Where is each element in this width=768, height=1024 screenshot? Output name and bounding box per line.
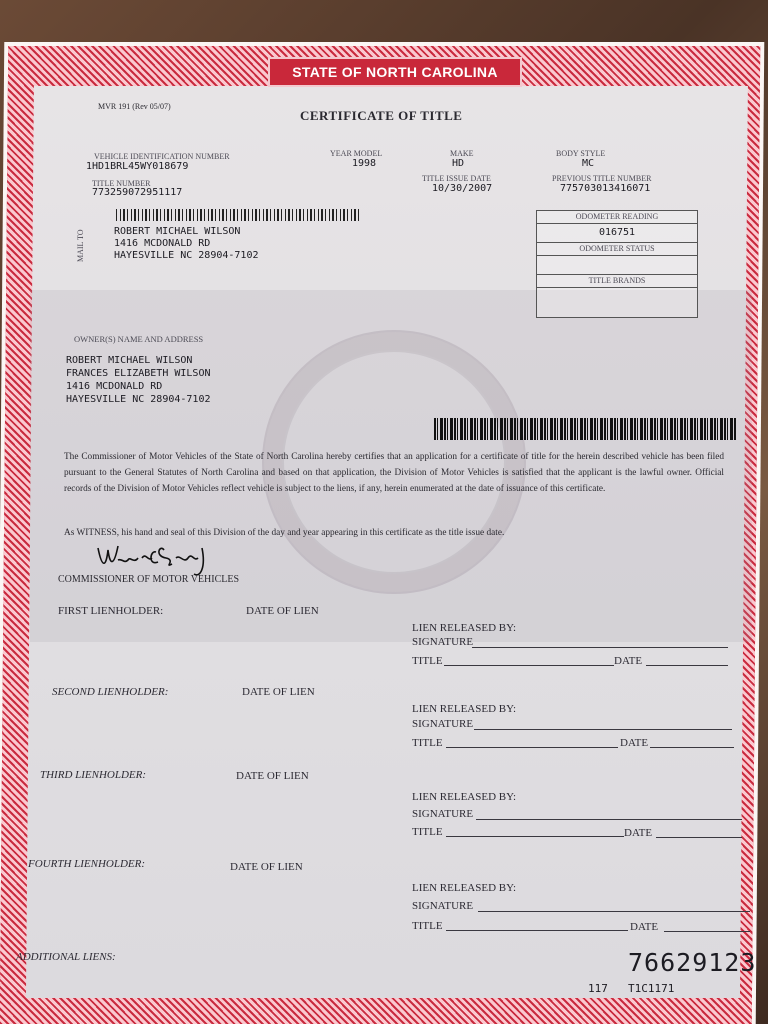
first-date-of-lien-label: DATE OF LIEN	[246, 605, 319, 617]
second-title-line	[446, 747, 618, 748]
first-signature-label: SIGNATURE	[412, 636, 474, 648]
owners-label: OWNER(S) NAME AND ADDRESS	[74, 334, 204, 344]
second-date-line	[650, 747, 734, 748]
third-released-by-label: LIEN RELEASED BY:	[412, 791, 517, 803]
fourth-date-of-lien-label: DATE OF LIEN	[230, 861, 303, 873]
page-title: CERTIFICATE OF TITLE	[300, 108, 463, 123]
owners-address	[66, 354, 211, 406]
mail-to-line: 1416 MCDONALD RD	[114, 238, 211, 249]
owner-line: 1416 MCDONALD RD	[66, 381, 163, 392]
body-value: MC	[582, 158, 595, 169]
witness-text: As WITNESS, his hand and seal of this Division of the day and year appearing in this certificate as the title issue date.	[64, 528, 505, 538]
additional-liens-label: ADDITIONAL LIENS:	[16, 951, 116, 963]
odometer-reading-label: ODOMETER READING	[575, 212, 659, 221]
fourth-released-by-label: LIEN RELEASED BY:	[412, 882, 517, 894]
title-number-label: TITLE NUMBER	[92, 179, 151, 188]
first-date-line	[646, 665, 728, 666]
footer-code-b: T1C1171	[628, 982, 675, 995]
fourth-date-label: DATE	[630, 921, 659, 933]
second-date-of-lien-label: DATE OF LIEN	[242, 686, 315, 698]
prev-title-value: 775703013416071	[560, 183, 651, 194]
first-title-line	[444, 665, 614, 666]
vin-value: 1HD1BRL45WY018679	[86, 161, 189, 172]
odometer-box	[536, 210, 698, 318]
form-id: MVR 191 (Rev 05/07)	[98, 102, 171, 111]
title-barcode	[434, 418, 736, 440]
second-signature-label: SIGNATURE	[412, 718, 474, 730]
mail-to-line: HAYESVILLE NC 28904-7102	[114, 250, 259, 261]
second-lienholder-label: SECOND LIENHOLDER:	[52, 686, 169, 698]
owner-line: FRANCES ELIZABETH WILSON	[66, 368, 211, 379]
serial-number: 76629123	[628, 948, 757, 977]
fourth-signature-label: SIGNATURE	[412, 900, 474, 912]
body-label: BODY STYLE	[556, 149, 606, 158]
year-value: 1998	[352, 158, 377, 169]
footer-code-a: 117	[588, 982, 608, 995]
third-date-line	[656, 837, 742, 838]
certification-text: The Commissioner of Motor Vehicles of the State of North Carolina hereby certifies that an application for a certificate of title for the herein described vehicle has been filed pursuant to the General Statutes of North Carolina and based on that application, the Division of Motor Vehicles is satisfied that the applicant is the lawful owner. Official records of the Division of Motor Vehicles reflect vehicle is subject to the liens, if any, herein enumerated at the date of issuance of this certificate.	[64, 452, 724, 494]
issue-date-label: TITLE ISSUE DATE	[422, 174, 491, 183]
fourth-date-line	[664, 931, 750, 932]
year-label: YEAR MODEL	[330, 149, 383, 158]
first-date-label: DATE	[614, 655, 643, 667]
fourth-title-label: TITLE	[412, 920, 443, 932]
third-lienholder-label: THIRD LIENHOLDER:	[40, 769, 147, 781]
third-title-label: TITLE	[412, 826, 443, 838]
first-lienholder-label: FIRST LIENHOLDER:	[58, 605, 164, 617]
first-title-label: TITLE	[412, 655, 443, 667]
title-brands-label: TITLE BRANDS	[588, 276, 646, 285]
second-released-by-label: LIEN RELEASED BY:	[412, 703, 517, 715]
third-date-of-lien-label: DATE OF LIEN	[236, 770, 309, 782]
second-date-label: DATE	[620, 737, 649, 749]
mail-to-address	[114, 226, 259, 262]
state-banner: STATE OF NORTH CAROLINA	[268, 57, 522, 87]
first-released-by-label: LIEN RELEASED BY:	[412, 622, 517, 634]
odometer-reading-value: 016751	[598, 227, 636, 238]
make-label: MAKE	[450, 149, 474, 158]
fourth-signature-line	[478, 911, 750, 912]
owner-line: ROBERT MICHAEL WILSON	[66, 355, 193, 366]
vin-label: VEHICLE IDENTIFICATION NUMBER	[94, 152, 230, 161]
third-signature-line	[476, 819, 742, 820]
owner-line: HAYESVILLE NC 28904-7102	[66, 394, 211, 405]
second-title-label: TITLE	[412, 737, 443, 749]
fourth-lienholder-label: FOURTH LIENHOLDER:	[28, 858, 146, 870]
third-signature-label: SIGNATURE	[412, 808, 474, 820]
second-signature-line	[474, 729, 732, 730]
title-number-value: 773259072951117	[92, 187, 183, 198]
issue-date-value: 10/30/2007	[432, 183, 493, 194]
odometer-status-label: ODOMETER STATUS	[579, 244, 655, 253]
commissioner-label: COMMISSIONER OF MOTOR VEHICLES	[58, 574, 240, 585]
make-value: HD	[452, 158, 465, 169]
first-signature-line	[472, 647, 728, 648]
prev-title-label: PREVIOUS TITLE NUMBER	[552, 174, 652, 183]
mail-to-label: MAIL TO	[76, 229, 85, 262]
mail-to-line: ROBERT MICHAEL WILSON	[114, 226, 241, 237]
fourth-title-line	[446, 930, 628, 931]
third-title-line	[446, 836, 624, 837]
postal-barcode	[116, 209, 360, 221]
third-date-label: DATE	[624, 827, 653, 839]
